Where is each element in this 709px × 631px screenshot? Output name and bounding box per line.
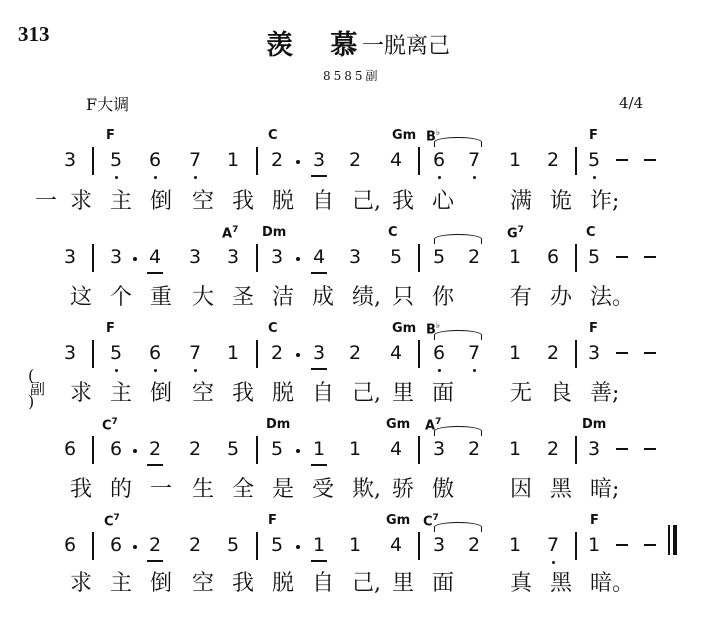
chord-modifier: 7 [435, 417, 442, 427]
note: 2 [348, 149, 362, 171]
lyric-syllable: 主 [110, 571, 133, 596]
chord-symbol: F [590, 513, 599, 528]
lyric-syllable: 我 [392, 189, 415, 214]
score-row-5 [0, 510, 709, 572]
lyric-syllable: 你 [432, 285, 455, 310]
lower-octave-dot [473, 176, 476, 179]
underline-mark [311, 175, 327, 177]
tie-arc [434, 522, 482, 532]
note: 2 [348, 342, 362, 364]
lyric-syllable: 成 [312, 285, 335, 310]
note: 1 [508, 149, 522, 171]
note: 6 [148, 342, 162, 364]
lyric-syllable: 一 [150, 477, 173, 502]
chord-modifier: 7 [432, 513, 439, 523]
dash-mark [644, 159, 656, 161]
lyric-syllable: 面 [432, 571, 455, 596]
note: 2 [467, 438, 481, 460]
note: 3 [188, 246, 202, 268]
bar-line [575, 532, 577, 560]
lower-octave-dot [438, 176, 441, 179]
chord-modifier: 7 [111, 417, 118, 427]
note: 2 [546, 149, 560, 171]
bar-line [92, 147, 94, 175]
note: 1 [312, 534, 326, 556]
dash-mark [644, 448, 656, 450]
note: 5 [270, 534, 284, 556]
lyric-syllable: 我 [70, 477, 93, 502]
note: 3 [348, 246, 362, 268]
chord-symbol: C [268, 321, 278, 336]
dash-mark [616, 448, 628, 450]
score-row-4 [0, 414, 709, 476]
lower-octave-dot [115, 369, 118, 372]
lyric-syllable: 脱 [272, 189, 295, 214]
lyric-syllable: 生 [192, 477, 215, 502]
lyric-syllable: 我 [232, 189, 255, 214]
hymn-subtitle: 一脱离己 [362, 34, 451, 59]
augmentation-dot [296, 449, 300, 453]
dash-mark [644, 544, 656, 546]
note: 7 [188, 342, 202, 364]
underline-mark [311, 368, 327, 370]
bar-line [418, 244, 420, 272]
augmentation-dot [296, 545, 300, 549]
note: 1 [312, 438, 326, 460]
chord-symbol: $C^7$ [102, 417, 118, 434]
note: 7 [467, 342, 481, 364]
note: 4 [312, 246, 326, 268]
chord-symbol: Dm [582, 417, 607, 432]
lyric-syllable: 倒 [150, 189, 173, 214]
lyric-syllable: 心 [432, 189, 455, 214]
lyric-syllable: 空 [192, 381, 215, 406]
note: 4 [389, 342, 403, 364]
note: 3 [587, 438, 601, 460]
underline-mark [311, 560, 327, 562]
note: 5 [432, 246, 446, 268]
note: 6 [546, 246, 560, 268]
chord-symbol: $C^7$ [423, 513, 439, 530]
lyric-syllable: 受 [312, 477, 335, 502]
chord-modifier: 7 [232, 225, 239, 235]
note: 3 [587, 342, 601, 364]
note: 4 [148, 246, 162, 268]
lyric-syllable: 骄 [392, 477, 415, 502]
lower-octave-dot [552, 561, 555, 564]
chord-symbol: $G^7$ [507, 225, 524, 242]
chord-modifier: ♭ [435, 128, 441, 138]
bar-line [92, 532, 94, 560]
lyric-syllable: 良 [550, 381, 573, 406]
final-bar-thin [668, 525, 670, 555]
lyric-syllable: 诈; [590, 189, 620, 214]
lower-octave-dot [115, 176, 118, 179]
lyric-syllable: 求 [70, 189, 93, 214]
note: 1 [226, 342, 240, 364]
score-row-2 [0, 222, 709, 284]
note: 1 [508, 342, 522, 364]
augmentation-dot [133, 545, 137, 549]
chord-symbol: Gm [386, 417, 411, 432]
lower-octave-dot [593, 176, 596, 179]
lyric-syllable: 里 [392, 381, 415, 406]
note: 1 [226, 149, 240, 171]
lyric-syllable: 我 [232, 571, 255, 596]
meter: 8585副 [323, 69, 381, 83]
bar-line [92, 436, 94, 464]
lower-octave-dot [194, 369, 197, 372]
note: 4 [389, 149, 403, 171]
chord-symbol: Gm [392, 321, 417, 336]
chord-symbol: B♭ [426, 321, 441, 338]
lyric-syllable: 的 [110, 477, 133, 502]
note: 2 [467, 534, 481, 556]
lyric-syllable: 欺, [352, 477, 381, 502]
note: 5 [587, 246, 601, 268]
lower-octave-dot [473, 369, 476, 372]
note: 6 [432, 149, 446, 171]
bar-line [92, 244, 94, 272]
lyric-syllable: 因 [510, 477, 533, 502]
lyric-syllable: 善; [590, 381, 620, 406]
note: 5 [587, 149, 601, 171]
chord-modifier: ♭ [435, 321, 441, 331]
hymn-title: 羡 慕 [266, 30, 372, 61]
lyric-syllable: 真 [510, 571, 533, 596]
lyric-syllable: 暗; [590, 477, 620, 502]
note: 3 [63, 149, 77, 171]
final-bar-thick [673, 525, 677, 555]
dash-mark [616, 544, 628, 546]
bar-line [418, 147, 420, 175]
note: 7 [467, 149, 481, 171]
bar-line [256, 147, 258, 175]
lyric-syllable: 黑 [550, 571, 573, 596]
bar-line [418, 340, 420, 368]
tie-arc [434, 234, 482, 244]
lower-octave-dot [438, 369, 441, 372]
note: 3 [109, 246, 123, 268]
chord-symbol: $A^7$ [222, 225, 239, 242]
hymn-number: 313 [18, 22, 50, 46]
lyric-syllable: 傲 [432, 477, 455, 502]
time-signature: 4/4 [619, 94, 644, 112]
note: 2 [270, 342, 284, 364]
note: 6 [63, 534, 77, 556]
lyric-syllable: 己, [352, 571, 381, 596]
note: 2 [148, 534, 162, 556]
note: 2 [467, 246, 481, 268]
lyric-syllable: 空 [192, 571, 215, 596]
lyric-syllable: 有 [510, 285, 533, 310]
lyric-syllable: 个 [110, 285, 133, 310]
lyric-syllable: 这 [70, 285, 93, 310]
augmentation-dot [296, 160, 300, 164]
dash-mark [616, 352, 628, 354]
note: 2 [188, 438, 202, 460]
lyric-syllable: 里 [392, 571, 415, 596]
note: 6 [109, 534, 123, 556]
lyric-syllable: 己, [352, 381, 381, 406]
note: 5 [109, 149, 123, 171]
note: 5 [389, 246, 403, 268]
chord-symbol: Gm [386, 513, 411, 528]
bar-line [256, 532, 258, 560]
bar-line [575, 436, 577, 464]
dash-mark [644, 256, 656, 258]
tie-arc [434, 330, 482, 340]
lyric-syllable: 圣 [232, 285, 255, 310]
lower-octave-dot [154, 369, 157, 372]
tie-arc [434, 137, 482, 147]
note: 2 [148, 438, 162, 460]
note: 3 [312, 342, 326, 364]
chord-symbol: F [589, 128, 598, 143]
lyric-syllable: 法。 [590, 285, 635, 310]
lyric-syllable: 重 [150, 285, 173, 310]
note: 1 [348, 438, 362, 460]
augmentation-dot [296, 257, 300, 261]
bar-line [256, 340, 258, 368]
chord-symbol: Dm [266, 417, 291, 432]
note: 5 [226, 534, 240, 556]
note: 5 [109, 342, 123, 364]
lyric-syllable: 主 [110, 189, 133, 214]
lyric-syllable: 脱 [272, 381, 295, 406]
lyric-syllable: 满 [510, 189, 533, 214]
note: 7 [546, 534, 560, 556]
note: 2 [188, 534, 202, 556]
note: 5 [226, 438, 240, 460]
chord-symbol: $C^7$ [104, 513, 120, 530]
note: 3 [63, 342, 77, 364]
bar-line [92, 340, 94, 368]
lyric-syllable: 脱 [272, 571, 295, 596]
chord-symbol: Dm [262, 225, 287, 240]
note: 2 [546, 342, 560, 364]
augmentation-dot [296, 353, 300, 357]
lyric-syllable: 洁 [272, 285, 295, 310]
note: 3 [270, 246, 284, 268]
lyric-syllable: 倒 [150, 571, 173, 596]
bar-line [418, 436, 420, 464]
underline-mark [147, 464, 163, 466]
augmentation-dot [133, 257, 137, 261]
bar-line [418, 532, 420, 560]
underline-mark [311, 272, 327, 274]
lyric-syllable: 全 [232, 477, 255, 502]
lyric-syllable: 黑 [550, 477, 573, 502]
lyric-syllable: 己, [352, 189, 381, 214]
bar-line [575, 340, 577, 368]
note: 1 [348, 534, 362, 556]
score-row-3 [0, 318, 709, 380]
note: 1 [508, 438, 522, 460]
note: 6 [148, 149, 162, 171]
lyric-syllable: 大 [192, 285, 215, 310]
chord-symbol: F [589, 321, 598, 336]
note: 3 [63, 246, 77, 268]
note: 4 [389, 438, 403, 460]
lyric-syllable: 无 [510, 381, 533, 406]
tie-arc [434, 426, 482, 436]
lyric-syllable: 绩, [352, 285, 381, 310]
note: 1 [508, 534, 522, 556]
lyric-syllable: 是 [272, 477, 295, 502]
note: 6 [63, 438, 77, 460]
bar-line [575, 147, 577, 175]
lyric-syllable: 面 [432, 381, 455, 406]
lyric-syllable: 自 [312, 381, 335, 406]
lyric-syllable: 一 [35, 189, 58, 214]
lyric-syllable: 主 [110, 381, 133, 406]
note: 6 [432, 342, 446, 364]
chord-symbol: B♭ [426, 128, 441, 145]
note: 6 [109, 438, 123, 460]
chord-modifier: 7 [113, 513, 120, 523]
lower-octave-dot [194, 176, 197, 179]
lyric-syllable: 空 [192, 189, 215, 214]
augmentation-dot [133, 449, 137, 453]
chord-symbol: F [106, 128, 115, 143]
lyric-syllable: 暗。 [590, 571, 635, 596]
chord-symbol: Gm [392, 128, 417, 143]
key-signature: F大调 [86, 95, 130, 114]
note: 2 [270, 149, 284, 171]
underline-mark [311, 464, 327, 466]
chord-symbol: $A^7$ [425, 417, 442, 434]
dash-mark [644, 352, 656, 354]
bar-line [256, 244, 258, 272]
note: 1 [508, 246, 522, 268]
chord-symbol: C [268, 128, 278, 143]
note: 7 [188, 149, 202, 171]
lyric-syllable: 诡 [550, 189, 573, 214]
bar-line [256, 436, 258, 464]
chord-modifier: 7 [517, 225, 524, 235]
note: 5 [270, 438, 284, 460]
note: 3 [432, 534, 446, 556]
lower-octave-dot [154, 176, 157, 179]
lyric-syllable: 倒 [150, 381, 173, 406]
underline-mark [147, 272, 163, 274]
note: 4 [389, 534, 403, 556]
lyric-syllable: 只 [392, 285, 415, 310]
chord-symbol: C [586, 225, 596, 240]
lyric-syllable: 自 [312, 571, 335, 596]
bar-line [575, 244, 577, 272]
chord-symbol: C [388, 225, 398, 240]
note: 3 [432, 438, 446, 460]
dash-mark [616, 159, 628, 161]
chord-symbol: F [106, 321, 115, 336]
lyric-syllable: 办 [550, 285, 573, 310]
lyric-syllable: 我 [232, 381, 255, 406]
lyric-syllable: 自 [312, 189, 335, 214]
note: 3 [312, 149, 326, 171]
dash-mark [616, 256, 628, 258]
note: 1 [587, 534, 601, 556]
score-row-1 [0, 125, 709, 187]
lyric-syllable: 求 [70, 381, 93, 406]
underline-mark [147, 560, 163, 562]
chord-symbol: F [268, 513, 277, 528]
lyric-syllable: 求 [70, 571, 93, 596]
note: 2 [546, 438, 560, 460]
note: 3 [226, 246, 240, 268]
